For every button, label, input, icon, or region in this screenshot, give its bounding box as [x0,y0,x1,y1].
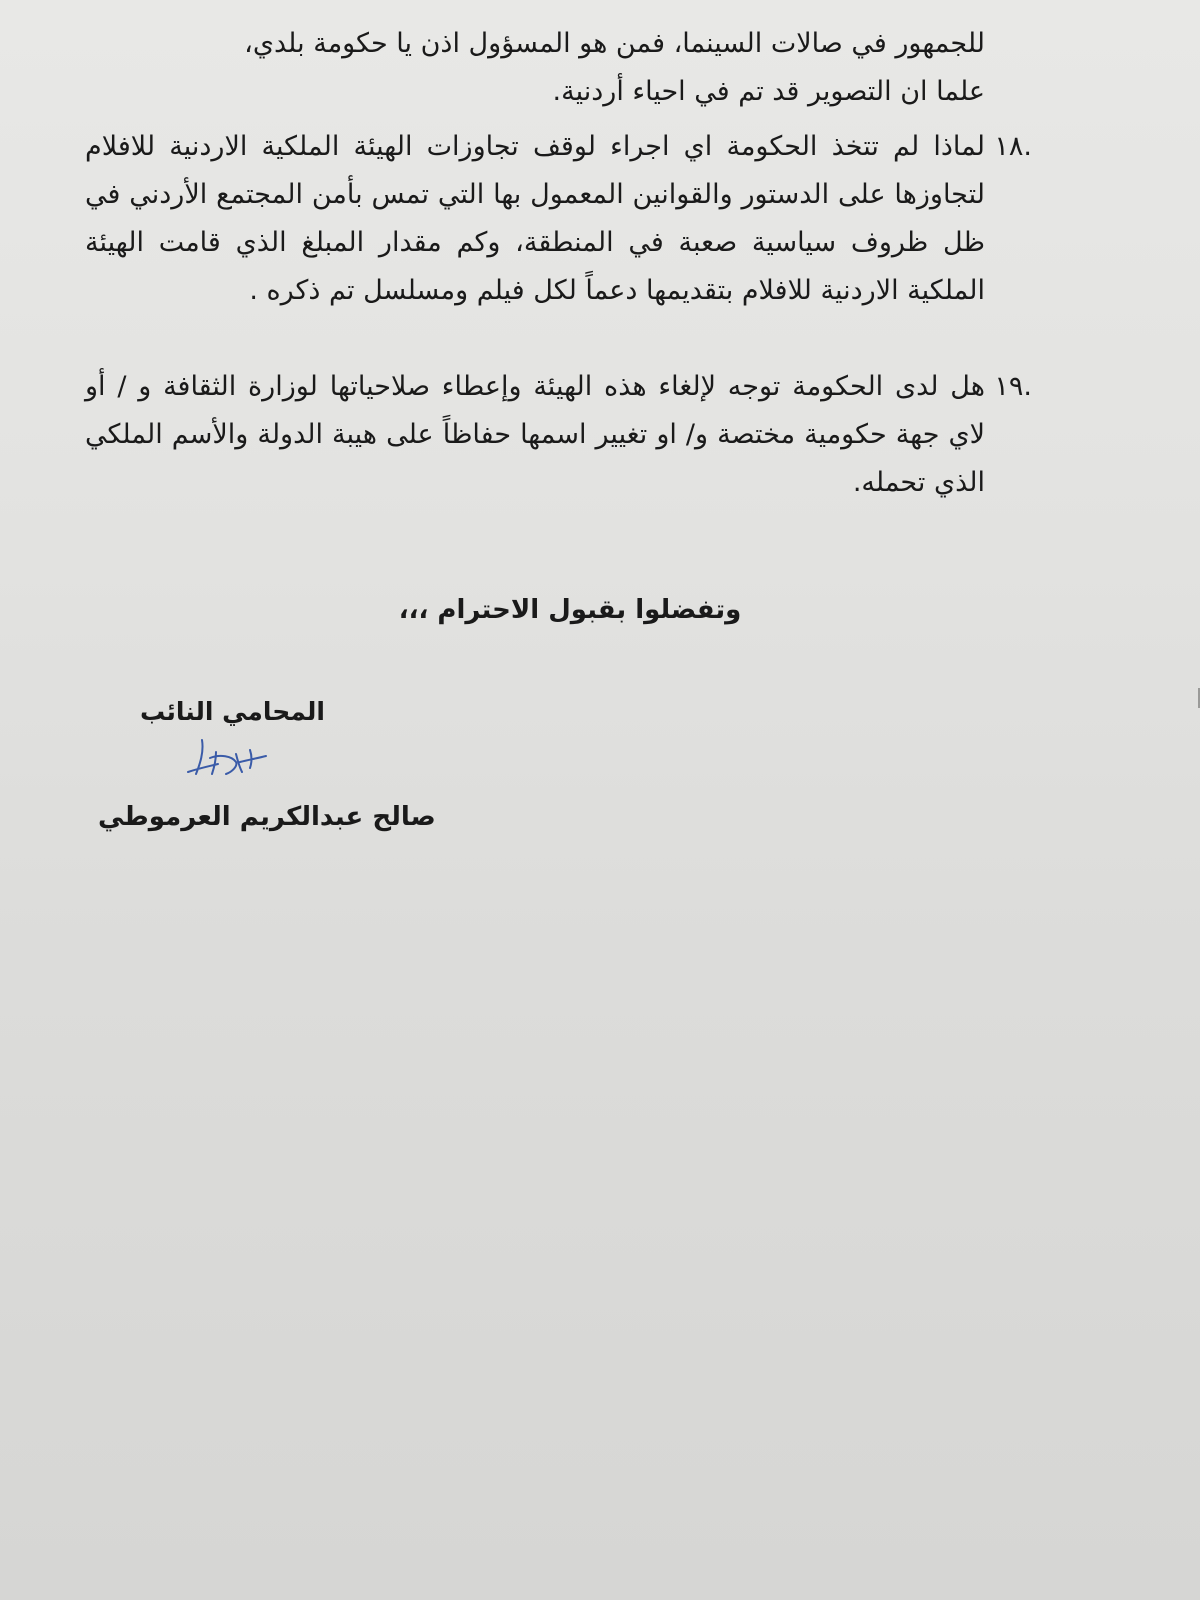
intro-line-1: للجمهور في صالات السينما، فمن هو المسؤول اذن يا حكومة بلدي، [244,28,985,59]
signatory-title: المحامي النائب [140,697,325,726]
intro-line-2: علما ان التصوير قد تم في احياء أردنية. [552,76,985,107]
closing-text: وتفضلوا بقبول الاحترام ،،، [398,595,742,625]
closing-line [0,590,1200,630]
signatory-name: صالح عبدالكريم العرموطي [98,802,436,832]
intro-paragraph [85,20,985,116]
item-18-text: لماذا لم تتخذ الحكومة اي اجراء لوقف تجاوزات الهيئة الملكية الاردنية للافلام لتجاوزها على الدستور والقوانين المعمول بها التي تمس بأمن المجتمع الأردني في ظل ظروف سياسية صعبة في المنطقة، وكم مقدار المبلغ الذي قامت الهيئة الملكية الاردنية للافلام بتقديمها دعماً لكل فيلم ومسلسل تم ذكره . [85,131,985,306]
item-18-number: .١٨ [994,131,1032,162]
item-19-number: .١٩ [994,371,1032,402]
item-19-text: هل لدى الحكومة توجه لإلغاء هذه الهيئة وإعطاء صلاحياتها لوزارة الثقافة و / أو لاي جهة حكومية مختصة و/ او تغيير اسمها حفاظاً على هيبة الدولة والأسم الملكي الذي تحمله. [85,371,985,498]
handwritten-signature [180,732,280,792]
